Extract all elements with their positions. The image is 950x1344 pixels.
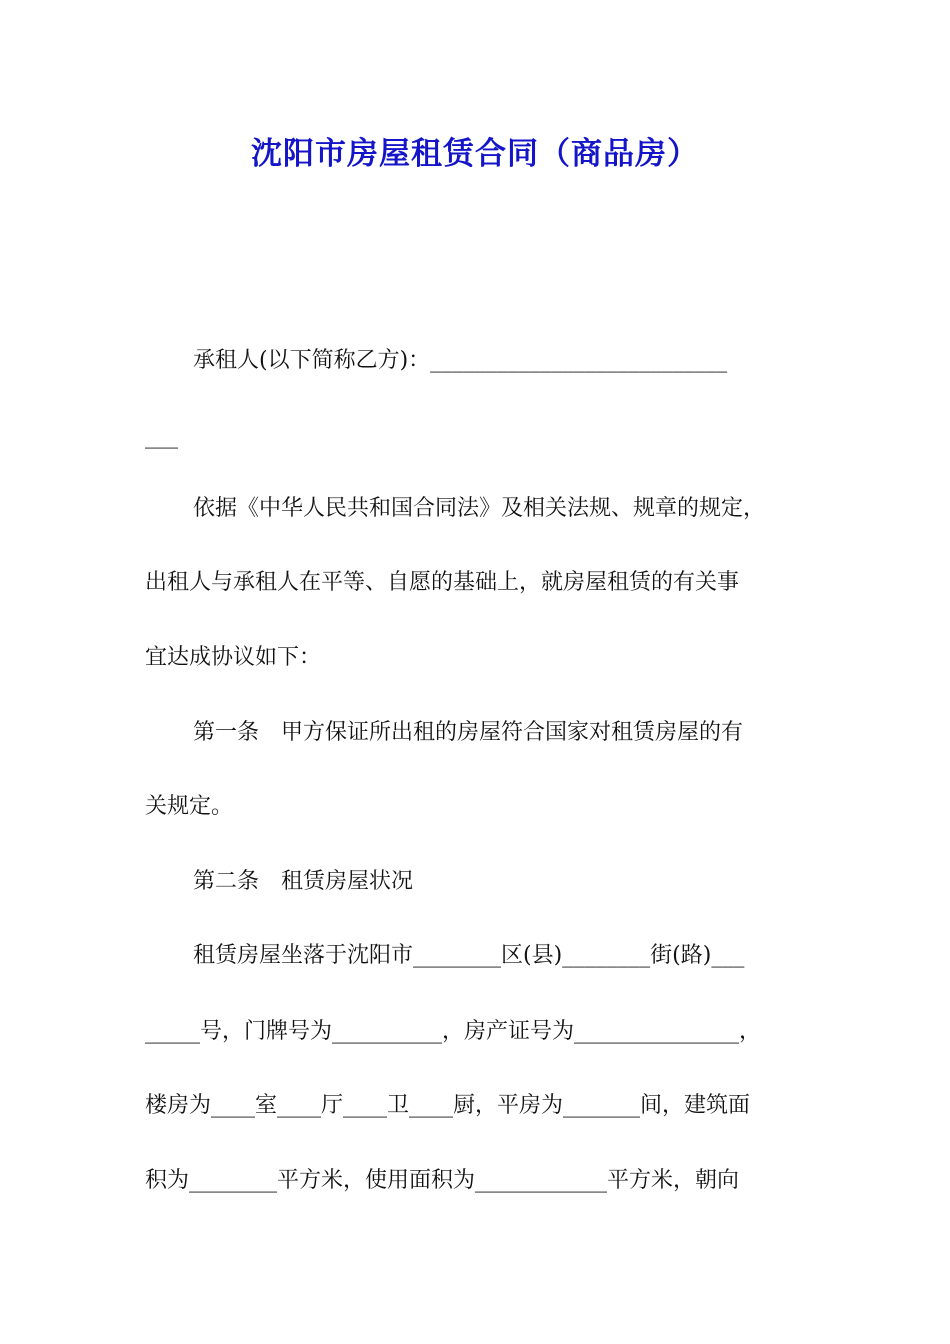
paragraph-line: 租赁房屋坐落于沈阳市________区(县)________街(路)___ xyxy=(193,943,745,968)
paragraph-line: 关规定。 xyxy=(145,794,234,819)
paragraph-line: 出租人与承租人在平等、自愿的基础上，就房屋租赁的有关事 xyxy=(145,570,740,595)
paragraph-line: ___ xyxy=(145,424,178,449)
paragraph-line: 积为________平方米，使用面积为____________平方米，朝向 xyxy=(145,1168,740,1193)
paragraph-line: _____号，门牌号为__________，房产证号为_______________， xyxy=(145,1019,762,1044)
paragraph-line: 第二条 租赁房屋状况 xyxy=(193,869,414,894)
paragraph-line: 宜达成协议如下： xyxy=(145,645,322,670)
document-title: 沈阳市房屋租赁合同（商品房） xyxy=(251,136,699,172)
paragraph-line: 楼房为____室____厅____卫____厨，平房为_______间，建筑面 xyxy=(145,1093,751,1118)
paragraph-line: 第一条 甲方保证所出租的房屋符合国家对租赁房屋的有 xyxy=(193,720,744,745)
paragraph-line: 依据《中华人民共和国合同法》及相关法规、规章的规定， xyxy=(193,496,766,521)
paragraph-line: 承租人(以下简称乙方)：___________________________ xyxy=(193,348,728,373)
